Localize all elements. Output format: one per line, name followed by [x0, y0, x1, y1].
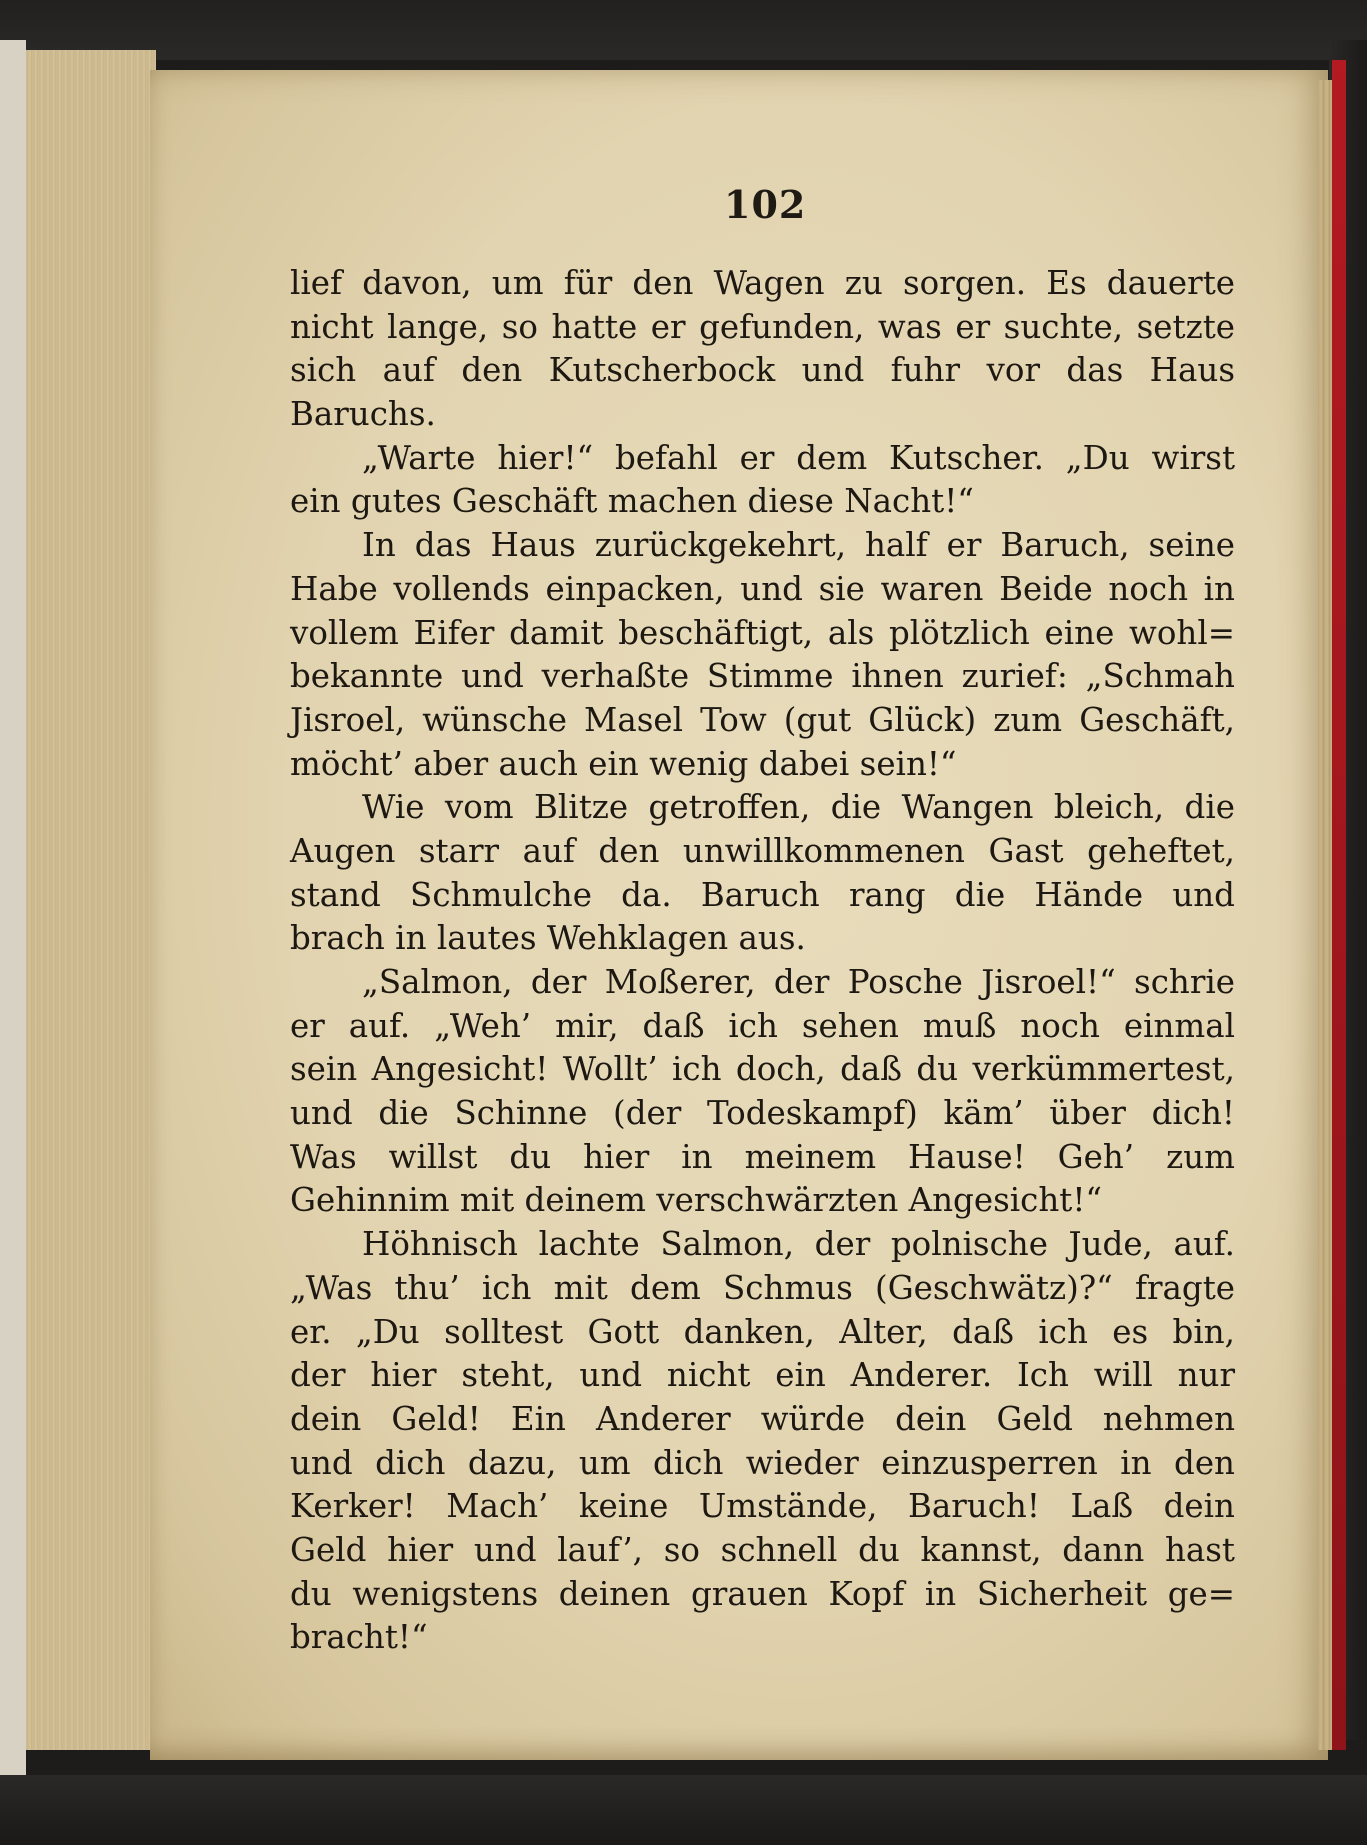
text-line: lief davon, um für den Wagen zu sorgen. Es dauerte	[290, 264, 1235, 302]
text-line: In das Haus zurückgekehrt, half er Baruch, seine	[362, 526, 1235, 565]
page-number: 102	[724, 182, 807, 227]
text-line: er. „Du solltest Gott danken, Alter, daß ich es bin,	[290, 1312, 1235, 1351]
book-cover-bottom	[0, 1775, 1367, 1845]
text-line: stand Schmulche da. Baruch rang die Hände und	[290, 875, 1235, 914]
text-line: er auf. „Weh’ mir, daß ich sehen muß noch einmal	[290, 1006, 1235, 1045]
text-line: Geld hier und lauf’, so schnell du kannst, dann hast	[290, 1530, 1235, 1569]
page-stack	[26, 50, 156, 1750]
book-cover-top	[0, 0, 1367, 60]
text-line: und die Schinne (der Todeskampf) käm’ über dich!	[290, 1094, 1235, 1133]
page-edge-right	[1318, 80, 1332, 1750]
text-line: nicht lange, so hatte er gefunden, was er suchte, setzte	[290, 307, 1235, 346]
text-line: bekannte und verhaßte Stimme ihnen zurief: „Schmah	[290, 657, 1235, 696]
bookmark-ribbon	[1332, 60, 1346, 1750]
text-line: vollem Eifer damit beschäftigt, als plötzlich eine wohl=	[290, 613, 1235, 652]
page-text	[290, 262, 1235, 1660]
page-stack-left-edge	[0, 40, 26, 1790]
text-line: „Warte hier!“ befahl er dem Kutscher. „Du wirst	[362, 438, 1235, 477]
text-line: du wenigstens deinen grauen Kopf in Sicherheit ge=	[290, 1574, 1235, 1613]
text-line: sich auf den Kutscherbock und fuhr vor das Haus	[290, 351, 1235, 390]
text-line: Höhnisch lachte Salmon, der polnische Jude, auf.	[362, 1225, 1235, 1264]
text-line: „Salmon, der Moßerer, der Posche Jisroel!“ schrie	[362, 963, 1235, 1001]
text-line: bracht!“	[290, 1618, 428, 1657]
text-line: Baruchs.	[290, 395, 436, 434]
text-line: Jisroel, wünsche Masel Tow (gut Glück) zum Geschäft,	[290, 700, 1235, 739]
text-line: Habe vollends einpacken, und sie waren Beide noch in	[290, 569, 1235, 608]
text-line: dein Geld! Ein Anderer würde dein Geld nehmen	[290, 1399, 1235, 1438]
text-line: sein Angesicht! Wollt’ ich doch, daß du verkümmertest,	[290, 1050, 1235, 1089]
text-line: Kerker! Mach’ keine Umstände, Baruch! Laß dein	[290, 1487, 1235, 1526]
text-line: Wie vom Blitze getroffen, die Wangen bleich, die	[362, 788, 1235, 827]
text-line: Was willst du hier in meinem Hause! Geh’ zum	[290, 1137, 1235, 1176]
text-line: ein gutes Geschäft machen diese Nacht!“	[290, 482, 974, 521]
text-line: Gehinnim mit deinem verschwärzten Angesicht!“	[290, 1181, 1103, 1220]
text-line: der hier steht, und nicht ein Anderer. Ich will nur	[290, 1356, 1235, 1395]
text-line: „Was thu’ ich mit dem Schmus (Geschwätz)?“ fragte	[290, 1268, 1235, 1307]
text-line: und dich dazu, um dich wieder einzusperren in den	[290, 1443, 1235, 1482]
text-line: Augen starr auf den unwillkommenen Gast geheftet,	[290, 831, 1235, 870]
text-line: brach in lautes Wehklagen aus.	[290, 919, 806, 958]
text-line: möcht’ aber auch ein wenig dabei sein!“	[290, 744, 957, 783]
